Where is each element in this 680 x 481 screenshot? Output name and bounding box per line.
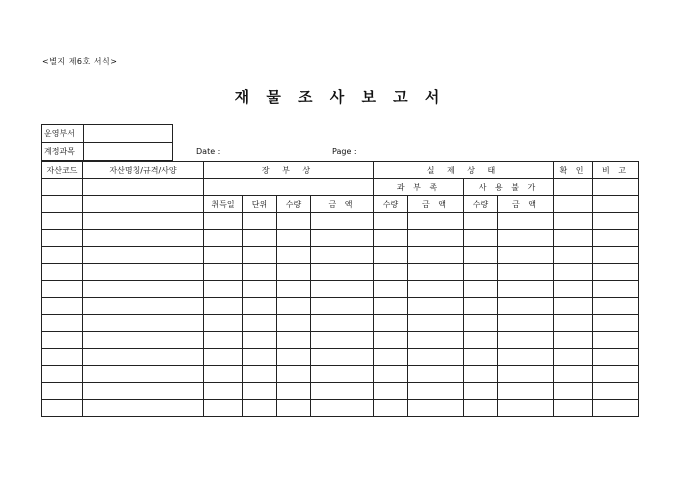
- unusable-amount-cell[interactable]: [498, 264, 554, 281]
- date-label: Date :: [196, 147, 221, 156]
- confirm-cell[interactable]: [554, 332, 593, 349]
- surplus-amount-cell[interactable]: [408, 332, 464, 349]
- dept-label: 운영부서: [42, 125, 84, 143]
- ledger-amount-cell[interactable]: [311, 281, 374, 298]
- ledger-amount-cell[interactable]: [311, 264, 374, 281]
- table-row: [42, 315, 639, 332]
- remarks-cell: [593, 196, 639, 213]
- page-title: 재 물 조 사 보 고 서: [234, 88, 446, 106]
- acquired-date-cell[interactable]: [204, 281, 243, 298]
- surplus-qty-cell[interactable]: [374, 366, 408, 383]
- acquired-date-cell[interactable]: [204, 230, 243, 247]
- confirm-cell[interactable]: [554, 213, 593, 230]
- remarks-cell[interactable]: [593, 230, 639, 247]
- ledger-qty-cell[interactable]: [277, 315, 311, 332]
- asset-code-cell[interactable]: [42, 230, 83, 247]
- ledger-amount-cell[interactable]: [311, 298, 374, 315]
- asset-name-cell: [83, 179, 204, 196]
- ledger-qty-cell[interactable]: [277, 366, 311, 383]
- asset-name-cell[interactable]: [83, 247, 204, 264]
- asset-name-cell[interactable]: [83, 213, 204, 230]
- table-row: [42, 213, 639, 230]
- surplus-amount-cell[interactable]: [408, 230, 464, 247]
- unusable-header: 사 용 불 가: [464, 179, 554, 196]
- table-row: [42, 349, 639, 366]
- surplus-qty-cell[interactable]: [374, 315, 408, 332]
- unusable-amount-cell[interactable]: [498, 315, 554, 332]
- asset-name-cell[interactable]: [83, 400, 204, 417]
- unusable-qty-cell[interactable]: [464, 383, 498, 400]
- ledger-qty-cell[interactable]: [277, 400, 311, 417]
- confirm-cell: [554, 179, 593, 196]
- unit-cell[interactable]: [243, 349, 277, 366]
- surplus-qty-cell[interactable]: [374, 230, 408, 247]
- surplus-amount-cell[interactable]: [408, 264, 464, 281]
- surplus-amount-cell[interactable]: [408, 298, 464, 315]
- acquired-date-cell[interactable]: [204, 366, 243, 383]
- ledger-amount-cell[interactable]: [311, 247, 374, 264]
- asset-name-cell[interactable]: [83, 366, 204, 383]
- unusable-qty-cell[interactable]: [464, 400, 498, 417]
- asset-code-header: 자산코드: [42, 162, 83, 179]
- table-row: [42, 230, 639, 247]
- surplus-amount-header: 금 액: [408, 196, 464, 213]
- page-label: Page :: [332, 147, 357, 156]
- asset-code-cell[interactable]: [42, 383, 83, 400]
- table-row: [42, 383, 639, 400]
- asset-code-cell[interactable]: [42, 264, 83, 281]
- asset-name-cell[interactable]: [83, 349, 204, 366]
- remarks-cell[interactable]: [593, 332, 639, 349]
- surplus-qty-cell[interactable]: [374, 247, 408, 264]
- acquired-date-cell[interactable]: [204, 264, 243, 281]
- acquired-date-cell[interactable]: [204, 400, 243, 417]
- surplus-qty-cell[interactable]: [374, 400, 408, 417]
- dept-field[interactable]: [84, 125, 173, 143]
- surplus-amount-cell[interactable]: [408, 281, 464, 298]
- unusable-qty-cell[interactable]: [464, 315, 498, 332]
- unit-cell[interactable]: [243, 247, 277, 264]
- unit-header: 단위: [243, 196, 277, 213]
- surplus-qty-header: 수량: [374, 196, 408, 213]
- acquired-date-cell[interactable]: [204, 315, 243, 332]
- header-row-2: [42, 179, 639, 196]
- asset-code-cell[interactable]: [42, 400, 83, 417]
- remarks-cell[interactable]: [593, 281, 639, 298]
- acquired-date-header: 취득일: [204, 196, 243, 213]
- confirm-cell[interactable]: [554, 264, 593, 281]
- confirm-cell[interactable]: [554, 400, 593, 417]
- remarks-cell[interactable]: [593, 400, 639, 417]
- remarks-cell[interactable]: [593, 264, 639, 281]
- remarks-cell[interactable]: [593, 298, 639, 315]
- asset-name-cell[interactable]: [83, 332, 204, 349]
- header-row-3: [42, 196, 639, 213]
- asset-name-cell[interactable]: [83, 230, 204, 247]
- acquired-date-cell[interactable]: [204, 298, 243, 315]
- unusable-qty-cell[interactable]: [464, 349, 498, 366]
- confirm-cell[interactable]: [554, 366, 593, 383]
- unit-cell[interactable]: [243, 281, 277, 298]
- confirm-cell[interactable]: [554, 315, 593, 332]
- meta-table: [41, 124, 173, 161]
- acquired-date-cell[interactable]: [204, 213, 243, 230]
- ledger-qty-cell[interactable]: [277, 332, 311, 349]
- table-row: [42, 264, 639, 281]
- ledger-amount-cell[interactable]: [311, 332, 374, 349]
- acquired-date-cell[interactable]: [204, 349, 243, 366]
- ledger-qty-cell[interactable]: [277, 230, 311, 247]
- ledger-amount-cell[interactable]: [311, 315, 374, 332]
- asset-code-cell[interactable]: [42, 349, 83, 366]
- surplus-amount-cell[interactable]: [408, 383, 464, 400]
- ledger-qty-cell[interactable]: [277, 264, 311, 281]
- table-row: [42, 247, 639, 264]
- unusable-amount-cell[interactable]: [498, 349, 554, 366]
- surplus-shortage-header: 과 부 족: [374, 179, 464, 196]
- ledger-sub-cell: [204, 179, 374, 196]
- ledger-qty-cell[interactable]: [277, 247, 311, 264]
- asset-code-cell[interactable]: [42, 281, 83, 298]
- surplus-amount-cell[interactable]: [408, 247, 464, 264]
- ledger-qty-cell[interactable]: [277, 281, 311, 298]
- acquired-date-cell[interactable]: [204, 247, 243, 264]
- unit-cell[interactable]: [243, 230, 277, 247]
- confirm-cell[interactable]: [554, 247, 593, 264]
- asset-name-cell[interactable]: [83, 281, 204, 298]
- confirm-header: 확 인: [554, 162, 593, 179]
- confirm-cell[interactable]: [554, 281, 593, 298]
- asset-name-cell[interactable]: [83, 315, 204, 332]
- surplus-qty-cell[interactable]: [374, 349, 408, 366]
- asset-name-cell[interactable]: [83, 264, 204, 281]
- asset-code-cell: [42, 196, 83, 213]
- remarks-cell[interactable]: [593, 349, 639, 366]
- confirm-cell[interactable]: [554, 383, 593, 400]
- unusable-qty-cell[interactable]: [464, 213, 498, 230]
- surplus-qty-cell[interactable]: [374, 213, 408, 230]
- unusable-amount-cell[interactable]: [498, 332, 554, 349]
- unusable-qty-cell[interactable]: [464, 281, 498, 298]
- unusable-amount-cell[interactable]: [498, 281, 554, 298]
- surplus-qty-cell[interactable]: [374, 383, 408, 400]
- asset-code-cell[interactable]: [42, 298, 83, 315]
- unusable-qty-cell[interactable]: [464, 247, 498, 264]
- confirm-cell[interactable]: [554, 230, 593, 247]
- table-row: [42, 281, 639, 298]
- table-row: [42, 400, 639, 417]
- unusable-amount-cell[interactable]: [498, 400, 554, 417]
- asset-name-header: 자산명칭/규격/사양: [83, 162, 204, 179]
- unusable-amount-cell[interactable]: [498, 383, 554, 400]
- ledger-amount-cell[interactable]: [311, 400, 374, 417]
- asset-name-cell[interactable]: [83, 383, 204, 400]
- unusable-amount-cell[interactable]: [498, 213, 554, 230]
- ledger-amount-cell[interactable]: [311, 349, 374, 366]
- surplus-qty-cell[interactable]: [374, 281, 408, 298]
- ledger-amount-cell[interactable]: [311, 230, 374, 247]
- ledger-amount-header: 금 액: [311, 196, 374, 213]
- asset-code-cell[interactable]: [42, 366, 83, 383]
- unit-cell[interactable]: [243, 298, 277, 315]
- ledger-qty-cell[interactable]: [277, 349, 311, 366]
- table-row: [42, 332, 639, 349]
- confirm-cell: [554, 196, 593, 213]
- unusable-amount-cell[interactable]: [498, 247, 554, 264]
- surplus-amount-cell[interactable]: [408, 366, 464, 383]
- ledger-amount-cell[interactable]: [311, 383, 374, 400]
- asset-code-cell[interactable]: [42, 247, 83, 264]
- unusable-qty-cell[interactable]: [464, 332, 498, 349]
- acquired-date-cell[interactable]: [204, 383, 243, 400]
- surplus-amount-cell[interactable]: [408, 213, 464, 230]
- unusable-amount-cell[interactable]: [498, 298, 554, 315]
- confirm-cell[interactable]: [554, 298, 593, 315]
- form-reference: <별지 제6호 서식>: [42, 57, 118, 66]
- ledger-header: 장 부 상: [204, 162, 374, 179]
- ledger-amount-cell[interactable]: [311, 366, 374, 383]
- remarks-cell[interactable]: [593, 315, 639, 332]
- surplus-qty-cell[interactable]: [374, 264, 408, 281]
- asset-code-cell[interactable]: [42, 332, 83, 349]
- unusable-qty-cell[interactable]: [464, 264, 498, 281]
- ledger-qty-cell[interactable]: [277, 383, 311, 400]
- remarks-cell[interactable]: [593, 213, 639, 230]
- header-row-1: [42, 162, 639, 179]
- unusable-amount-header: 금 액: [498, 196, 554, 213]
- unusable-qty-cell[interactable]: [464, 366, 498, 383]
- table-row: [42, 366, 639, 383]
- ledger-amount-cell[interactable]: [311, 213, 374, 230]
- surplus-qty-cell[interactable]: [374, 298, 408, 315]
- unusable-amount-cell[interactable]: [498, 366, 554, 383]
- unit-cell[interactable]: [243, 400, 277, 417]
- unusable-qty-cell[interactable]: [464, 298, 498, 315]
- asset-code-cell[interactable]: [42, 213, 83, 230]
- remarks-cell[interactable]: [593, 383, 639, 400]
- table-row: [42, 298, 639, 315]
- ledger-qty-cell[interactable]: [277, 213, 311, 230]
- surplus-amount-cell[interactable]: [408, 349, 464, 366]
- asset-code-cell: [42, 179, 83, 196]
- remarks-cell[interactable]: [593, 247, 639, 264]
- acquired-date-cell[interactable]: [204, 332, 243, 349]
- unusable-qty-header: 수량: [464, 196, 498, 213]
- unit-cell[interactable]: [243, 366, 277, 383]
- ledger-qty-cell[interactable]: [277, 298, 311, 315]
- surplus-amount-cell[interactable]: [408, 315, 464, 332]
- asset-name-cell: [83, 196, 204, 213]
- unit-cell[interactable]: [243, 315, 277, 332]
- asset-code-cell[interactable]: [42, 315, 83, 332]
- remarks-cell[interactable]: [593, 366, 639, 383]
- unit-cell[interactable]: [243, 383, 277, 400]
- unusable-amount-cell[interactable]: [498, 230, 554, 247]
- account-field[interactable]: [84, 143, 173, 161]
- surplus-amount-cell[interactable]: [408, 400, 464, 417]
- remarks-cell: [593, 179, 639, 196]
- ledger-qty-header: 수량: [277, 196, 311, 213]
- unusable-qty-cell[interactable]: [464, 230, 498, 247]
- unit-cell[interactable]: [243, 332, 277, 349]
- inventory-table: [41, 161, 639, 417]
- surplus-qty-cell[interactable]: [374, 332, 408, 349]
- asset-name-cell[interactable]: [83, 298, 204, 315]
- remarks-header: 비 고: [593, 162, 639, 179]
- confirm-cell[interactable]: [554, 349, 593, 366]
- unit-cell[interactable]: [243, 213, 277, 230]
- actual-status-header: 실 제 상 태: [374, 162, 554, 179]
- unit-cell[interactable]: [243, 264, 277, 281]
- account-label: 계정과목: [42, 143, 84, 161]
